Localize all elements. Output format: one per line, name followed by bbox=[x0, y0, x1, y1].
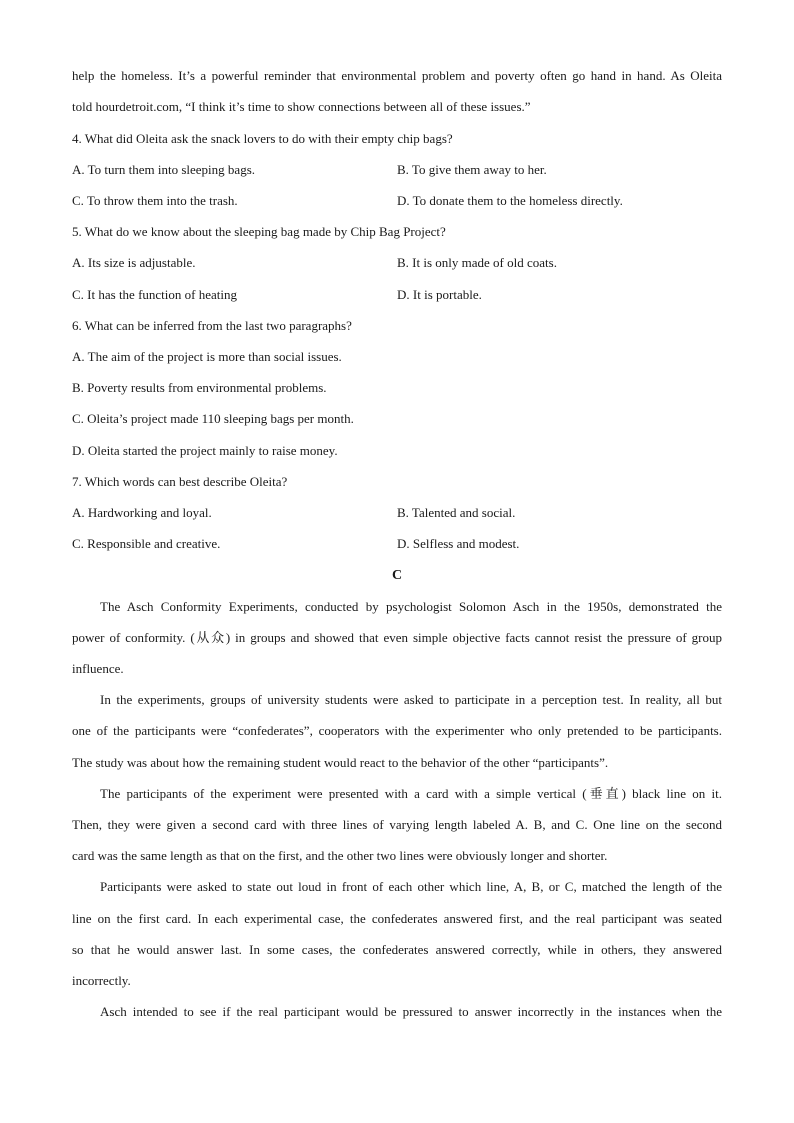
section-c-paragraph-line: line on the first card. In each experimental case, the confederates answered first, and the real participant was seated bbox=[72, 911, 722, 926]
section-c-paragraph-line: The study was about how the remaining student would react to the behavior of the other “participants”. bbox=[72, 755, 609, 770]
section-c-heading: C bbox=[391, 568, 403, 583]
question-7-option-a[interactable]: A. Hardworking and loyal. bbox=[72, 505, 212, 520]
question-6-option-d[interactable]: D. Oleita started the project mainly to raise money. bbox=[72, 443, 338, 458]
question-4-stem: 4. What did Oleita ask the snack lovers to do with their empty chip bags? bbox=[72, 131, 453, 146]
section-c-paragraph-line: Asch intended to see if the real participant would be pressured to answer incorrectly in the instances when the bbox=[100, 1004, 722, 1019]
question-7-option-d[interactable]: D. Selfless and modest. bbox=[397, 536, 520, 551]
question-5-stem: 5. What do we know about the sleeping bag made by Chip Bag Project? bbox=[72, 224, 446, 239]
question-4-option-a[interactable]: A. To turn them into sleeping bags. bbox=[72, 162, 255, 177]
question-5-option-b[interactable]: B. It is only made of old coats. bbox=[397, 255, 557, 270]
section-c-paragraph-line: The Asch Conformity Experiments, conducted by psychologist Solomon Asch in the 1950s, demonstrated the bbox=[100, 599, 722, 614]
question-4-option-d[interactable]: D. To donate them to the homeless directly. bbox=[397, 193, 623, 208]
section-c-paragraph-line: In the experiments, groups of university students were asked to participate in a perception test. In reality, all but bbox=[100, 692, 722, 707]
section-c-paragraph-line: Participants were asked to state out loud in front of each other which line, A, B, or C, matched the length of the bbox=[100, 879, 722, 894]
question-6-option-c[interactable]: C. Oleita’s project made 110 sleeping bags per month. bbox=[72, 411, 354, 426]
question-7-stem: 7. Which words can best describe Oleita? bbox=[72, 474, 288, 489]
question-5-option-a[interactable]: A. Its size is adjustable. bbox=[72, 255, 196, 270]
question-7-option-b[interactable]: B. Talented and social. bbox=[397, 505, 516, 520]
section-c-paragraph-line: card was the same length as that on the first, and the other two lines were obviously longer and shorter. bbox=[72, 848, 608, 863]
passage-b-line: help the homeless. It’s a powerful reminder that environmental problem and poverty often go hand in hand. As Oleita bbox=[72, 68, 722, 83]
question-7-option-c[interactable]: C. Responsible and creative. bbox=[72, 536, 221, 551]
section-c-paragraph-line: one of the participants were “confederates”, cooperators with the experimenter who only pretended to be participants. bbox=[72, 723, 722, 738]
question-6-option-b[interactable]: B. Poverty results from environmental problems. bbox=[72, 380, 327, 395]
question-6-stem: 6. What can be inferred from the last two paragraphs? bbox=[72, 318, 352, 333]
section-c-paragraph-line: influence. bbox=[72, 661, 124, 676]
question-4-option-c[interactable]: C. To throw them into the trash. bbox=[72, 193, 238, 208]
section-c-paragraph-line: Then, they were given a second card with three lines of varying length labeled A. B, and C. One line on the second bbox=[72, 817, 722, 832]
question-5-option-d[interactable]: D. It is portable. bbox=[397, 287, 482, 302]
question-5-option-c[interactable]: C. It has the function of heating bbox=[72, 287, 237, 302]
question-4-option-b[interactable]: B. To give them away to her. bbox=[397, 162, 547, 177]
section-c-paragraph-line: incorrectly. bbox=[72, 973, 131, 988]
section-c-paragraph-line: power of conformity. (从众) in groups and showed that even simple objective facts cannot resist the pressure of group bbox=[72, 630, 722, 645]
question-6-option-a[interactable]: A. The aim of the project is more than social issues. bbox=[72, 349, 342, 364]
passage-b-line: told hourdetroit.com, “I think it’s time to show connections between all of these issues.” bbox=[72, 99, 531, 114]
section-c-paragraph-line: The participants of the experiment were presented with a card with a simple vertical (垂直) black line on it. bbox=[100, 786, 722, 801]
section-c-paragraph-line: so that he would answer last. In some cases, the confederates answered correctly, while in others, they answered bbox=[72, 942, 722, 957]
